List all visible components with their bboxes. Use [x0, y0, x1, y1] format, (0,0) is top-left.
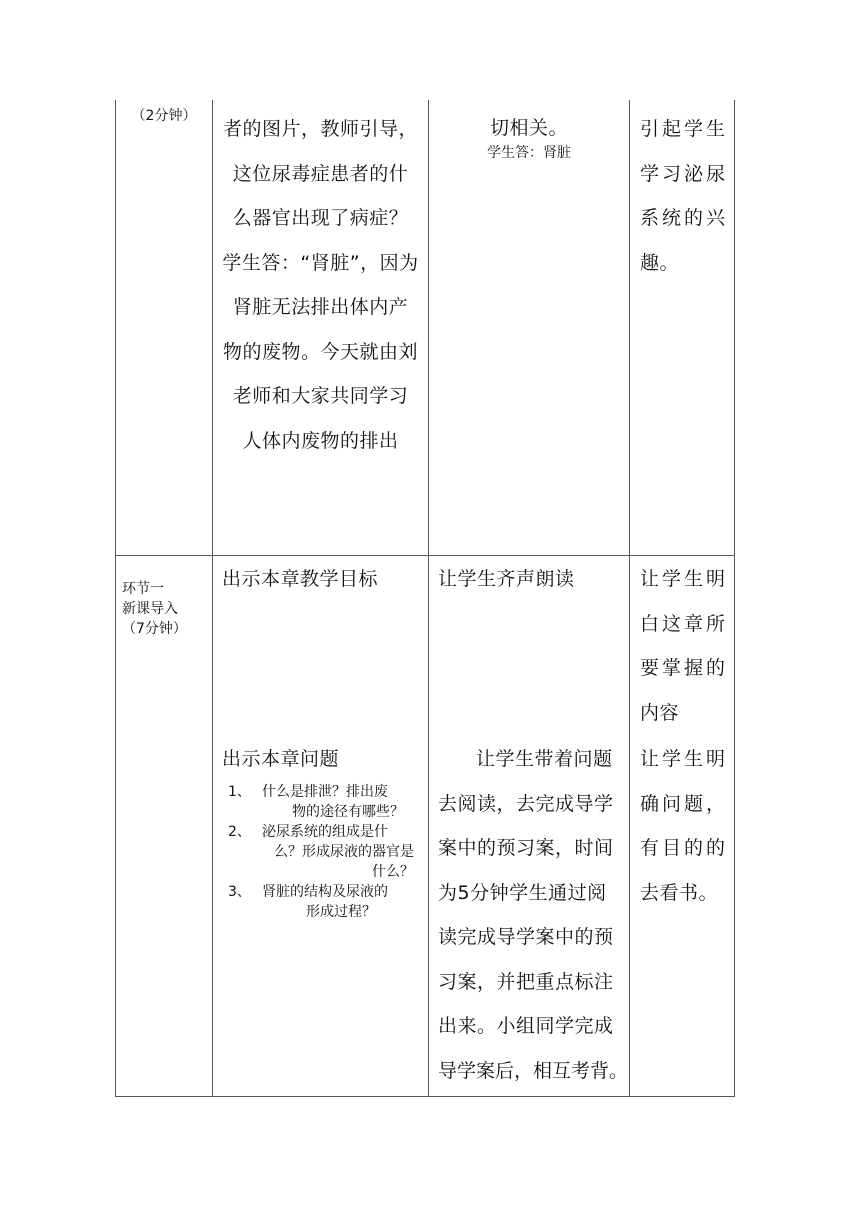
table-border-right — [734, 100, 735, 1097]
teacher-line: 学生答：“肾脏”，因为 — [222, 251, 419, 274]
phase-time: （7分钟） — [122, 621, 187, 637]
teacher-line: 者的图片，教师引导， — [222, 118, 418, 140]
row1-intent-cell — [640, 107, 732, 285]
intent-line: 去看书。 — [640, 881, 719, 904]
row1-phase-cell — [116, 106, 212, 126]
teacher-question-title: 出示本章问题 — [222, 748, 340, 770]
student-task-line: 习案，并把重点标注 — [438, 970, 614, 993]
student-task-line: 为5分钟学生通过阅 — [438, 881, 607, 904]
table-divider-2 — [428, 100, 429, 1097]
teacher-line: 肾脏无法排出体内产 — [232, 296, 409, 318]
question-list — [222, 782, 422, 922]
phase-subtitle: 新课导入 — [122, 601, 178, 617]
question-item: 3、 肾脏的结构及尿液的 形成过程？ — [228, 884, 388, 920]
intent-line: 有目的的 — [640, 837, 729, 859]
intent-line: 让学生明 — [640, 568, 729, 590]
row1-phase-time: （2分钟） — [131, 108, 197, 124]
student-read: 让学生齐声朗读 — [438, 568, 575, 590]
teacher-line: 这位尿毒症患者的什 — [232, 162, 409, 185]
intent-line: 白这章所 — [640, 612, 729, 635]
table-border-bottom — [115, 1096, 735, 1097]
student-line: 切相关。 — [489, 117, 568, 139]
intent-line: 要掌握的 — [640, 657, 729, 679]
student-task-cell — [438, 737, 628, 1093]
student-task-line: 让学生带着问题 — [476, 748, 613, 770]
row1-teacher-cell — [213, 107, 428, 463]
teacher-line: 人体内废物的排出 — [242, 429, 399, 452]
intent-line: 内容 — [640, 701, 680, 724]
intent-line: 趣。 — [640, 251, 680, 274]
table-border-left — [115, 100, 116, 1097]
student-task-line: 导学案后，相互考背。 — [438, 1059, 629, 1082]
teacher-line: 么器官出现了病症？ — [232, 207, 409, 229]
student-task-line: 出来。小组同学完成 — [438, 1015, 614, 1037]
intent-line: 系统的兴 — [640, 207, 729, 229]
student-task-line: 案中的预习案，时间 — [438, 837, 614, 859]
row1-student-cell — [429, 107, 629, 163]
intent-line: 引起学生 — [640, 118, 729, 140]
intent-line: 学习泌尿 — [640, 162, 729, 185]
row-divider — [115, 555, 735, 556]
row2-phase-cell — [122, 579, 212, 639]
question-item: 1、 什么是排泄？排出废 物的途径有哪些？ — [228, 784, 404, 820]
phase-title: 环节一 — [122, 581, 164, 597]
intent-line: 让学生明 — [640, 748, 729, 770]
table-divider-3 — [629, 100, 630, 1097]
teacher-line: 物的废物。今天就由刘 — [222, 340, 418, 363]
student-answer: 学生答：肾脏 — [487, 145, 571, 161]
row2-intent-2 — [640, 737, 732, 915]
row2-intent-1 — [640, 557, 732, 735]
student-task-line: 去阅读，去完成导学 — [438, 792, 614, 815]
intent-line: 确问题， — [640, 792, 729, 815]
teacher-line: 老师和大家共同学习 — [232, 385, 409, 407]
student-task-line: 读完成导学案中的预 — [438, 926, 614, 948]
question-item: 2、 泌尿系统的组成是什 么？形成尿液的器官是什么？ — [228, 824, 414, 880]
teacher-goal: 出示本章教学目标 — [222, 568, 379, 590]
